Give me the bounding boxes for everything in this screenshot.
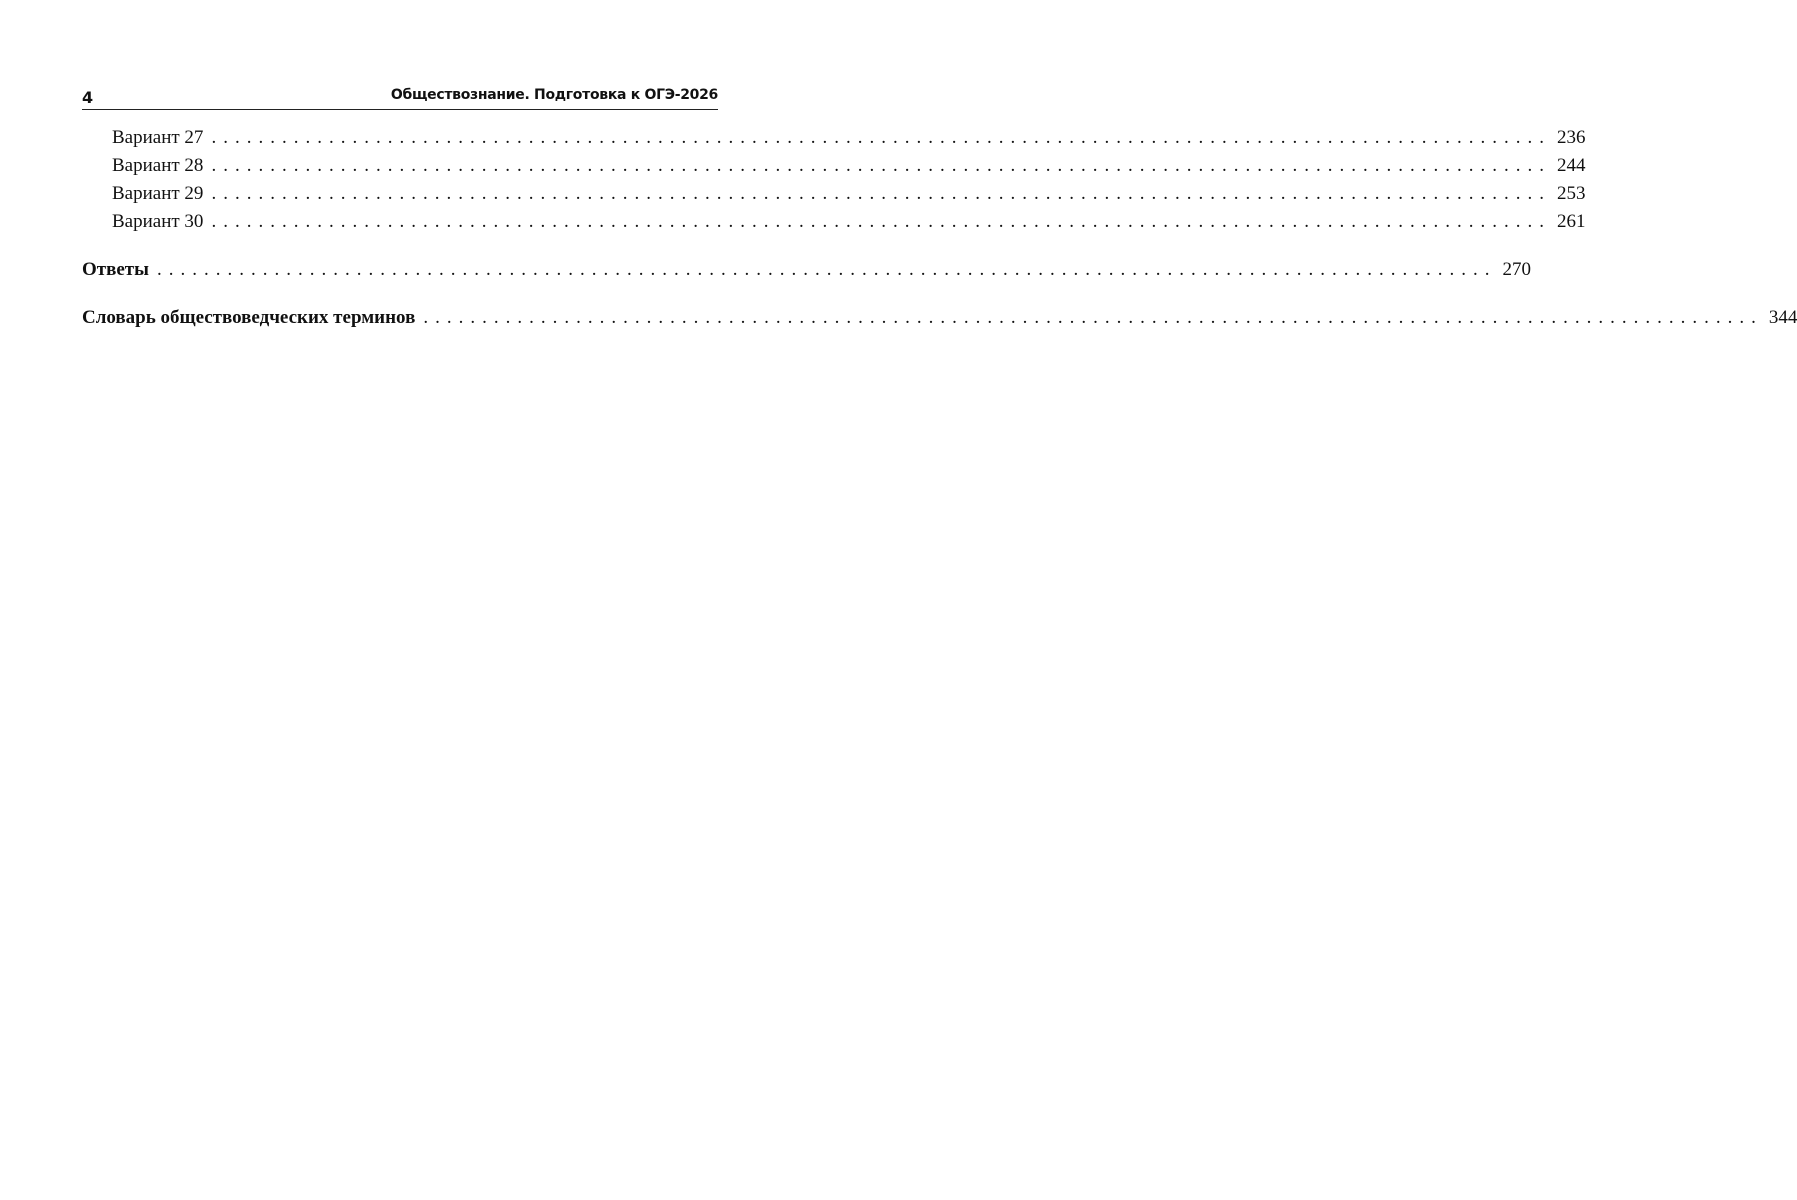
book-title: Обществознание. Подготовка к ОГЭ-2026	[390, 87, 718, 103]
dot-leader: ..................................................................................................................	[156, 259, 1497, 280]
dot-leader: ..................................................................................................................	[211, 155, 1551, 176]
toc-entry-label: Вариант 28	[112, 155, 204, 176]
page-number: 4	[82, 88, 94, 107]
running-header	[82, 84, 718, 108]
toc-entry-page: 236	[1556, 127, 1586, 148]
toc-entry-answers	[82, 256, 1531, 284]
header-rule	[82, 109, 718, 110]
dot-leader: ..................................................................................................................	[423, 307, 1763, 328]
toc-entry-page: 261	[1556, 211, 1586, 232]
toc-entry-page: 253	[1556, 183, 1586, 204]
table-of-contents	[82, 124, 1797, 332]
dot-leader: ..................................................................................................................	[211, 127, 1551, 148]
toc-entry-label: Словарь обществоведческих терминов	[82, 307, 416, 328]
toc-entry-variant-27	[82, 124, 1586, 152]
toc-entry-page: 270	[1502, 259, 1531, 280]
toc-entry-label: Вариант 30	[112, 211, 204, 232]
toc-entry-glossary	[82, 304, 1797, 332]
toc-entry-label: Вариант 27	[112, 127, 204, 148]
dot-leader: ..................................................................................................................	[211, 183, 1551, 204]
toc-entry-label: Ответы	[82, 259, 149, 280]
toc-entry-variant-30	[82, 208, 1586, 236]
toc-entry-variant-28	[82, 152, 1586, 180]
toc-entry-variant-29	[82, 180, 1586, 208]
toc-entry-page: 244	[1556, 155, 1586, 176]
toc-entry-page: 344	[1768, 307, 1797, 328]
toc-entry-label: Вариант 29	[112, 183, 204, 204]
dot-leader: ..................................................................................................................	[211, 211, 1551, 232]
